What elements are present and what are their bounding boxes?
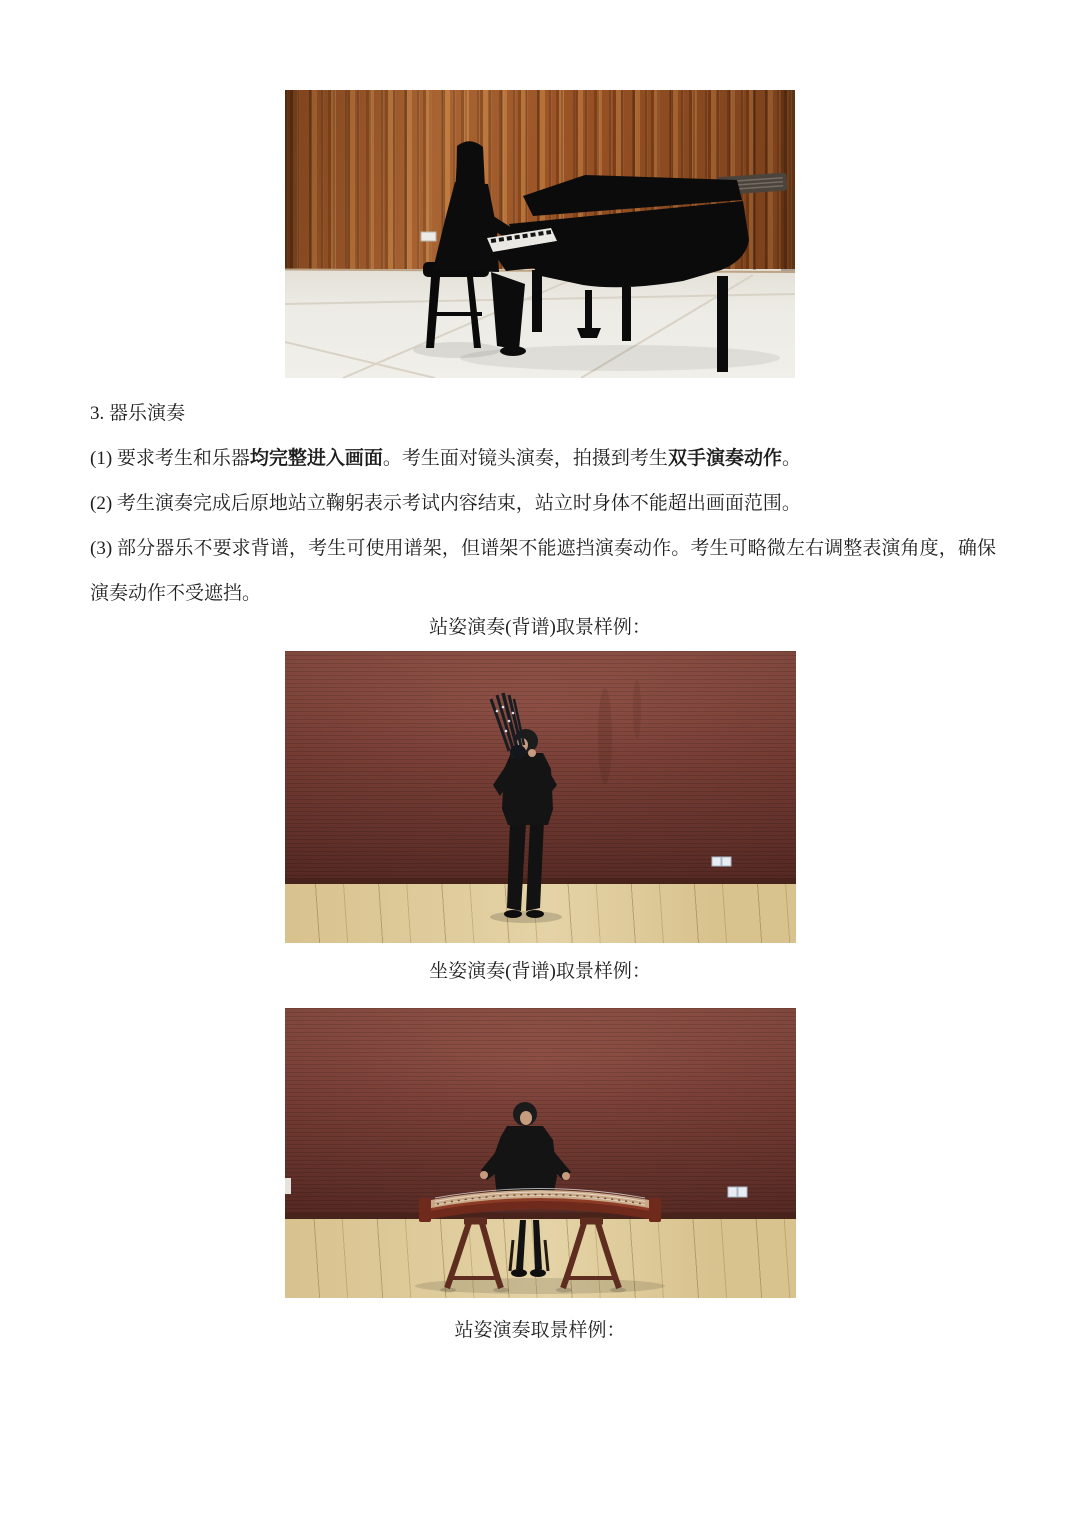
- text-run: (1) 要求考生和乐器: [90, 448, 250, 469]
- bold-text-run: 均完整进入画面: [249, 448, 383, 469]
- text-run: 。考生面对镜头演奏，拍摄到考生: [382, 448, 668, 469]
- guzheng-instrument: [419, 1189, 661, 1223]
- sheng-instrument: [491, 693, 526, 759]
- sheng-performer-silhouette: [493, 729, 557, 918]
- photo-guzheng-seated-performance: [285, 1008, 796, 1298]
- instruction-text-block: [90, 391, 996, 616]
- paragraph-2: [90, 481, 996, 526]
- left-edge-outlet: [285, 1178, 291, 1194]
- wall-smudges: [598, 679, 641, 784]
- wall-outlet: [421, 232, 436, 241]
- guzheng-performer-silhouette: [480, 1102, 571, 1277]
- sheng-scene: [285, 651, 796, 943]
- paragraph-1: [90, 436, 996, 481]
- bold-text-run: 双手演奏动作: [667, 448, 782, 469]
- chair-legs: [510, 1240, 548, 1271]
- guzheng-stands: [447, 1220, 619, 1288]
- double-wall-outlet: [728, 1187, 747, 1197]
- caption-seated-memorized-example: 坐姿演奏(背谱)取景样例：: [429, 961, 651, 982]
- photo-sheng-standing-performance: [285, 651, 796, 943]
- section-heading: 3. 器乐演奏: [90, 403, 186, 424]
- grand-piano: [487, 175, 749, 372]
- caption-standing-example: 站姿演奏取景样例：: [454, 1320, 626, 1341]
- text-run: (3) 部分器乐不要求背谱，考生可使用谱架，但谱架不能遮挡演奏动作。考生可略微左右调整表演角度，确保演奏动作不受遮挡。: [90, 538, 996, 604]
- photo-piano-seated-performance: [285, 90, 795, 378]
- performer-shadow: [490, 911, 562, 923]
- paragraph-3: [90, 526, 996, 616]
- text-run: (2) 考生演奏完成后原地站立鞠躬表示考试内容结束，站立时身体不能超出画面范围。: [90, 493, 801, 514]
- caption-standing-memorized-example: 站姿演奏(背谱)取景样例：: [429, 617, 651, 638]
- piano-room-scene: [285, 90, 795, 378]
- guzheng-scene: [285, 1008, 796, 1298]
- piano-bench: [423, 262, 489, 348]
- double-wall-outlet: [712, 857, 731, 866]
- text-run: 。: [781, 448, 801, 469]
